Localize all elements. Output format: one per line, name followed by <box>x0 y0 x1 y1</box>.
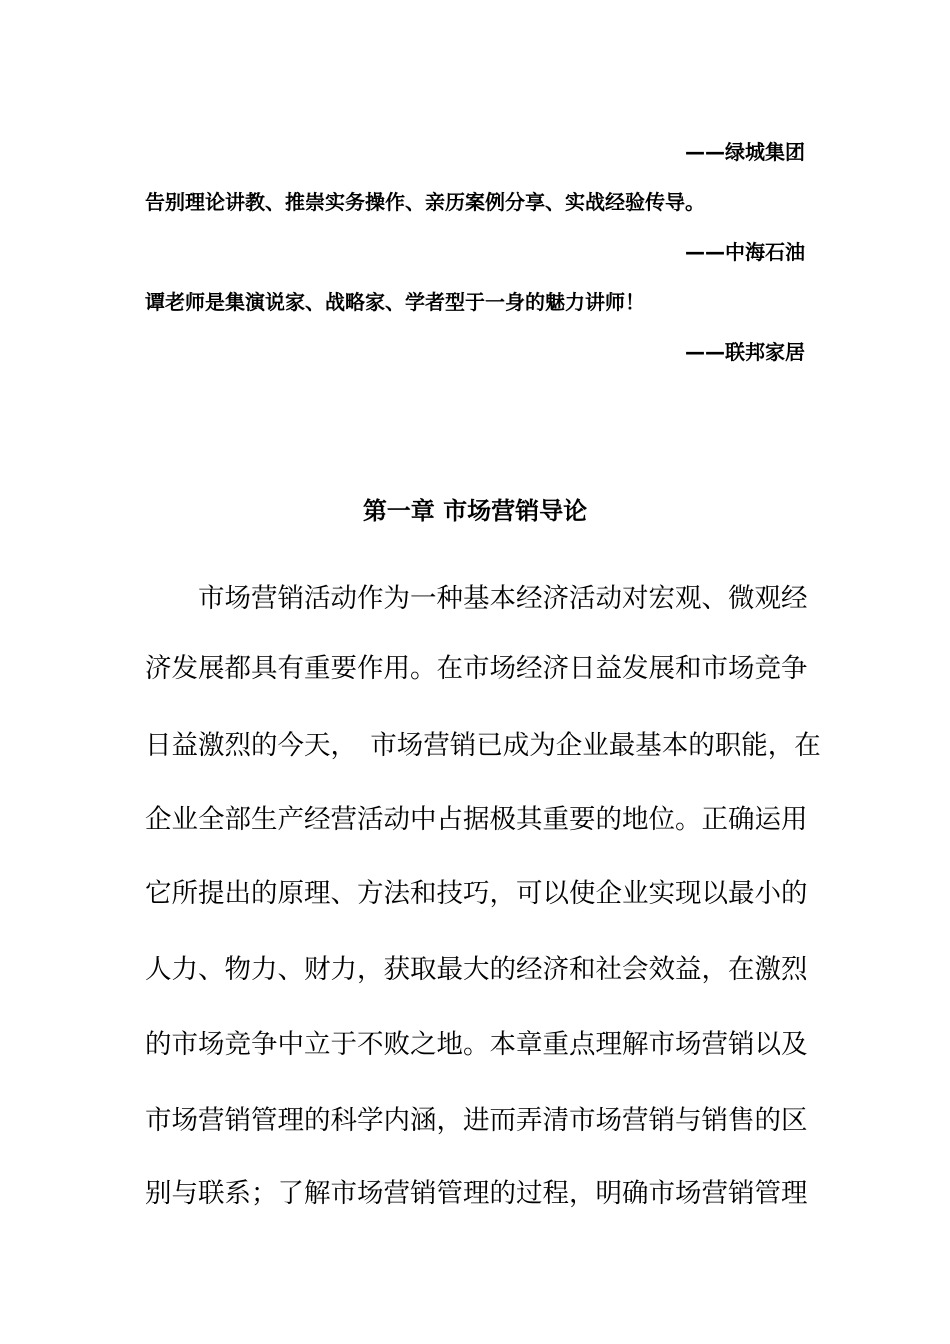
testimonial-attribution: ——联邦家居 <box>685 340 805 364</box>
body-line: 人力、物力、财力，获取最大的经济和社会效益，在激烈 <box>145 954 808 985</box>
body-line: 别与联系；了解市场营销管理的过程，明确市场营销管理 <box>145 1178 808 1209</box>
testimonial-attribution: ——绿城集团 <box>685 140 805 164</box>
body-line: 市场营销管理的科学内涵，进而弄清市场营销与销售的区 <box>145 1105 808 1136</box>
body-line: 济发展都具有重要作用。在市场经济日益发展和市场竞争 <box>145 653 808 684</box>
chapter-title: 第一章 市场营销导论 <box>362 497 588 525</box>
testimonial-quote: 谭老师是集演说家、战略家、学者型于一身的魅力讲师！ <box>145 290 645 314</box>
testimonial-quote: 告别理论讲教、推崇实务操作、亲历案例分享、实战经验传导。 <box>145 190 705 214</box>
body-line: 它所提出的原理、方法和技巧，可以使企业实现以最小的 <box>145 878 808 909</box>
testimonial-attribution: ——中海石油 <box>685 240 805 264</box>
body-line: 日益激烈的今天， 市场营销已成为企业最基本的职能，在 <box>145 730 821 761</box>
body-line: 市场营销活动作为一种基本经济活动对宏观、微观经 <box>145 583 808 614</box>
body-line: 的市场竞争中立于不败之地。本章重点理解市场营销以及 <box>145 1029 808 1060</box>
body-line: 企业全部生产经营活动中占据极其重要的地位。正确运用 <box>145 804 808 835</box>
